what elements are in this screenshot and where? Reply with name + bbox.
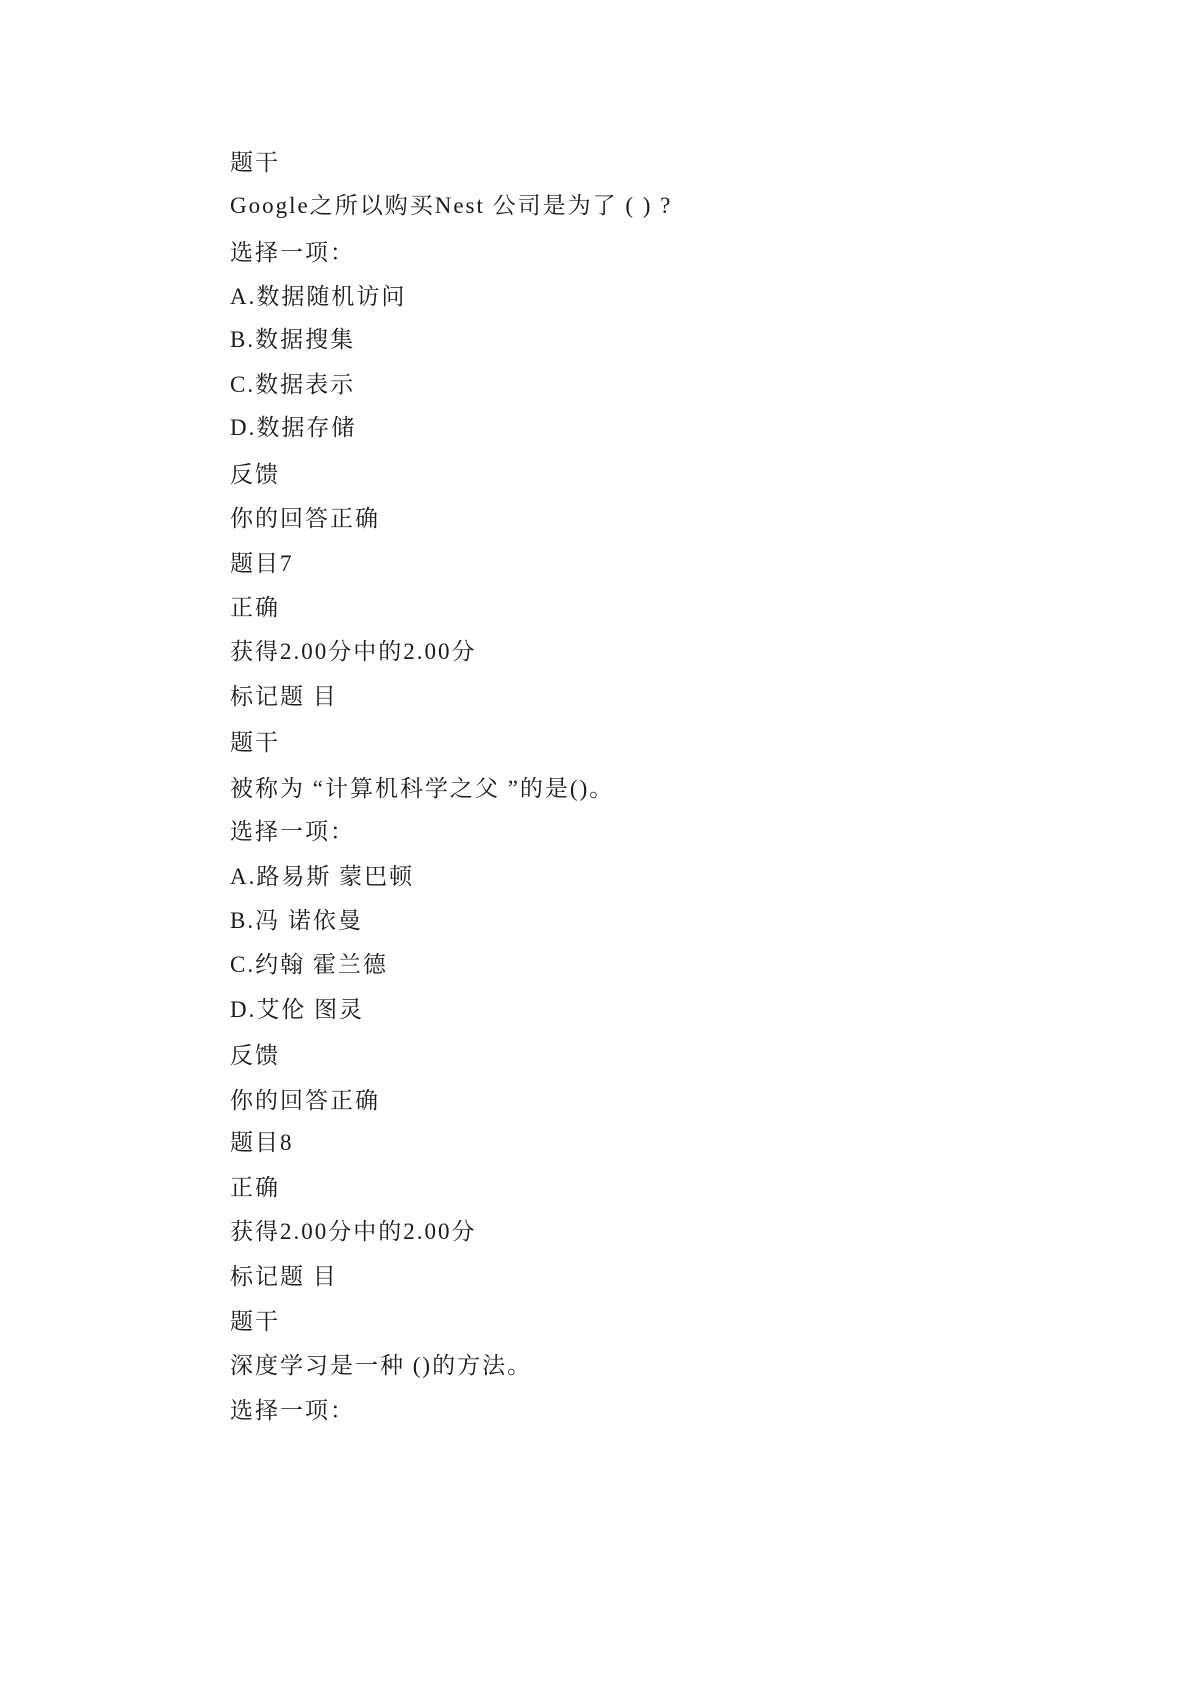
feedback-text: 你的回答正确: [230, 506, 380, 531]
option-a: A.数据随机访问: [230, 284, 407, 309]
option-c: C.约翰 霍兰德: [230, 952, 388, 977]
option-d: D.数据存储: [230, 415, 357, 440]
score-text: 获得2.00分中的2.00分: [230, 1219, 477, 1244]
option-b: B.数据搜集: [230, 327, 356, 352]
flag-question: 标记题 目: [230, 684, 338, 709]
status-correct: 正确: [230, 595, 280, 620]
feedback-label: 反馈: [230, 462, 280, 487]
choose-one-label: 选择一项：: [230, 240, 355, 265]
section-label-stem: 题干: [230, 150, 280, 175]
flag-question: 标记题 目: [230, 1264, 338, 1289]
question-text: Google之所以购买Nest 公司是为了 ( ) ?: [230, 193, 673, 218]
feedback-text: 你的回答正确: [230, 1088, 380, 1113]
choose-one-label: 选择一项：: [230, 1398, 355, 1423]
choose-one-label: 选择一项：: [230, 819, 355, 844]
feedback-label: 反馈: [230, 1043, 280, 1068]
option-b: B.冯 诺依曼: [230, 908, 363, 933]
score-text: 获得2.00分中的2.00分: [230, 639, 477, 664]
section-label-stem: 题干: [230, 1309, 280, 1334]
question-number: 题目7: [230, 551, 294, 576]
option-d: D.艾伦 图灵: [230, 997, 365, 1022]
section-label-stem: 题干: [230, 730, 280, 755]
status-correct: 正确: [230, 1175, 280, 1200]
question-number: 题目8: [230, 1130, 294, 1155]
question-text: 深度学习是一种 ()的方法。: [230, 1353, 533, 1378]
option-a: A.路易斯 蒙巴顿: [230, 864, 415, 889]
option-c: C.数据表示: [230, 372, 356, 397]
question-text: 被称为 “计算机科学之父 ”的是()。: [230, 776, 615, 801]
